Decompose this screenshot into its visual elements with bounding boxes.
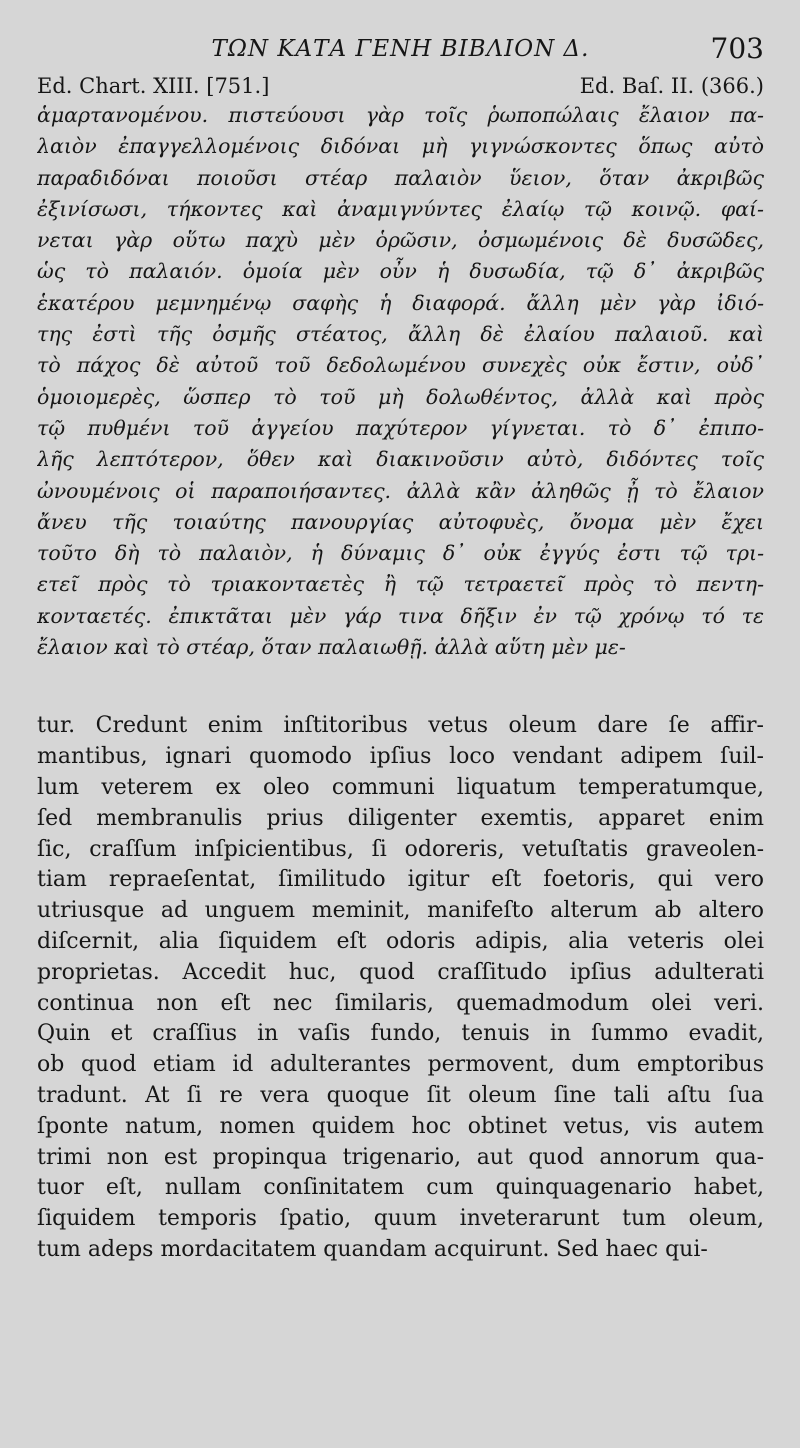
greek-text-line: νεται γὰρ οὕτω παχὺ μὲν ὁρῶσιν, ὀσμωμένοις δὲ δυσῶδες, [37, 228, 764, 253]
latin-text-line: continua non eſt nec ſimilaris, quemadmodum olei veri. [37, 990, 764, 1016]
greek-text-line: ετεῖ πρὸς τὸ τριακονταετὲς ἢ τῷ τετραετεῖ πρὸς τὸ πεντη- [37, 572, 764, 597]
greek-text-line: ἁμαρτανομένου. πιστεύουσι γὰρ τοῖς ῥωποπώλαις ἔλαιον πα- [37, 103, 764, 127]
greek-text-line: ἄνευ τῆς τοιαύτης πανουργίας αὐτοφυὲς, ὄνομα μὲν ἔχει [37, 509, 764, 534]
greek-text-line: τῷ πυθμένι τοῦ ἀγγείου παχύτερον γίγνεται. τὸ δ᾽ ἐπιπο- [37, 415, 764, 440]
running-head [37, 26, 764, 70]
edition-line [37, 74, 764, 98]
latin-text-line: mantibus, ignari quomodo ipſius loco vendant adipem ſuil- [37, 744, 764, 770]
greek-text-line: ἐξινίσωσι, τήκοντες καὶ ἀναμιγνύντες ἐλαίῳ τῷ κοινῷ. φαί- [37, 196, 764, 221]
greek-text-line: ὡς τὸ παλαιόν. ὁμοία μὲν οὖν ἡ δυσωδία, τῷ δ᾽ ἀκριβῶς [37, 259, 764, 284]
edition-right: Ed. Baſ. II. (366.) [579, 74, 764, 98]
latin-text-line: proprietas. Accedit huc, quod craſſitudo ipſius adulterati [37, 959, 764, 985]
latin-text-line: tradunt. At ſi re vera quoque ſit oleum ſine tali aſtu ſua [37, 1082, 764, 1108]
latin-text-line: tiam repraeſentat, ſimilitudo igitur eſt foetoris, qui vero [37, 867, 764, 893]
latin-text-line: Quin et craſſius in vaſis fundo, tenuis in ſummo evadit, [37, 1021, 764, 1047]
greek-text-line: λῆς λεπτότερον, ὅθεν καὶ διακινοῦσιν αὐτὸ, διδόντες τοῖς [37, 447, 764, 472]
greek-text-line: ὁμοιομερὲς, ὥσπερ τὸ τοῦ μὴ δολωθέντος, ἀλλὰ καὶ πρὸς [37, 384, 764, 409]
latin-text-line: ſed membranulis prius diligenter exemtis, apparet enim [37, 805, 764, 831]
latin-text-line: lum veterem ex oleo communi liquatum temperatumque, [37, 774, 764, 800]
greek-text-line: τὸ πάχος δὲ αὐτοῦ τοῦ δεδολωμένου συνεχὲς οὐκ ἔστιν, οὐδ᾽ [37, 353, 764, 378]
latin-text-line: ob quod etiam id adulterantes permovent, dum emptoribus [37, 1052, 764, 1078]
latin-text-line: tum adeps mordacitatem quandam acquirunt. Sed haec qui- [37, 1236, 708, 1262]
greek-text-line: ἔλαιον καὶ τὸ στέαρ, ὅταν παλαιωθῇ. ἀλλὰ αὕτη μὲν με- [37, 635, 626, 660]
latin-text-line: tuor eſt, nullam conſinitatem cum quinquagenario habet, [37, 1175, 764, 1201]
latin-text-line: utriusque ad unguem meminit, manifeſto alterum ab altero [37, 898, 764, 924]
edition-left: Ed. Chart. XIII. [751.] [37, 74, 270, 98]
greek-text-line: λαιὸν ἐπαγγελλομένοις διδόναι μὴ γιγνώσκοντες ὅπως αὐτὸ [37, 134, 764, 159]
greek-text-line: ἑκατέρου μεμνημένῳ σαφὴς ἡ διαφορά. ἄλλη μὲν γὰρ ἰδιό- [37, 290, 764, 315]
latin-text-line: trimi non est propinqua trigenario, aut quod annorum qua- [37, 1144, 764, 1170]
greek-text-line: κονταετές. ἐπικτᾶται μὲν γάρ τινα δῆξιν ἐν τῷ χρόνῳ τό τε [37, 603, 764, 628]
page-number: 703 [710, 32, 764, 65]
latin-text-line: tur. Credunt enim inſtitoribus vetus oleum dare ſe affir- [37, 713, 764, 739]
latin-text-line: ſponte natum, nomen quidem hoc obtinet vetus, vis autem [37, 1113, 764, 1139]
greek-text-line: παραδιδόναι ποιοῦσι στέαρ παλαιὸν ὕειον, ὅταν ἀκριβῶς [37, 165, 764, 190]
latin-text-line: ſic, craſſum inſpicientibus, ſi odoreris, vetuſtatis graveolen- [37, 836, 764, 862]
greek-text-line: τοῦτο δὴ τὸ παλαιὸν, ἡ δύναμις δ᾽ οὐκ ἐγγύς ἐστι τῷ τρι- [37, 541, 764, 566]
latin-text-line: diſcernit, alia ſiquidem eſt odoris adipis, alia veteris olei [37, 928, 764, 954]
running-title: ΤΩΝ ΚΑΤΑ ΓΕΝΗ ΒΙΒΛΙΟΝ Δ. [211, 36, 590, 62]
latin-text-line: ſiquidem temporis ſpatio, quum inveterarunt tum oleum, [37, 1206, 764, 1232]
greek-text-line: της ἐστὶ τῆς ὀσμῆς στέατος, ἄλλη δὲ ἐλαίου παλαιοῦ. καὶ [37, 322, 764, 347]
greek-text-line: ὠνουμένοις οἱ παραποιήσαντες. ἀλλὰ κἂν ἀληθῶς ᾖ τὸ ἔλαιον [37, 478, 764, 503]
greek-text-block [37, 100, 764, 663]
latin-text-block [37, 711, 764, 1265]
